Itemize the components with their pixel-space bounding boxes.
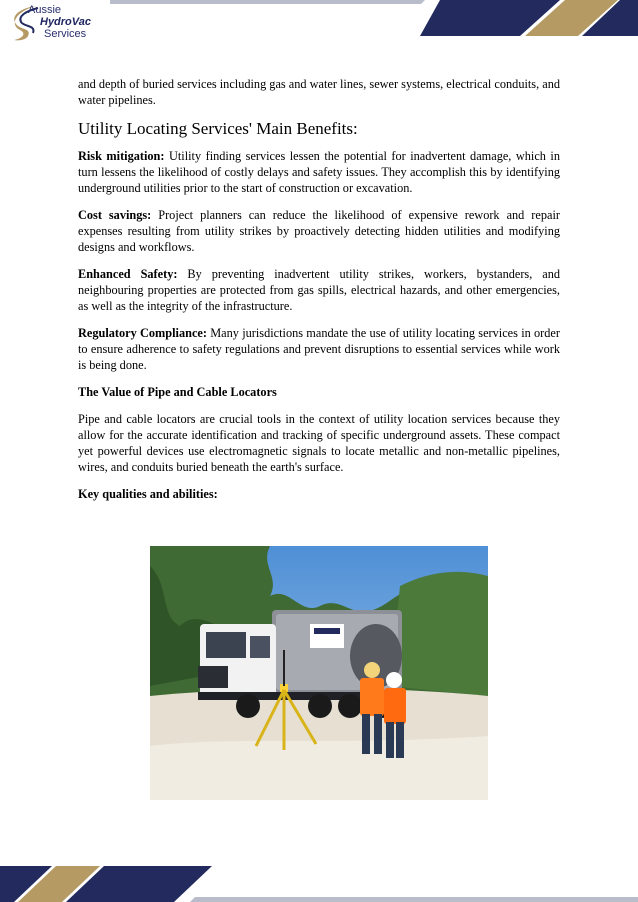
benefit-text: Utility finding services lessen the potential for inadvertent damage, which in turn lessens the likelihood of costly delays and safety issues. They accomplish this by identifying underground utilities prior to the start of construction or excavation. <box>78 149 561 195</box>
key-qualities-heading: Key qualities and abilities: <box>78 487 218 501</box>
intro-paragraph: and depth of buried services including gas and water lines, sewer systems, electrical conduits, and water pipelines. <box>78 77 560 107</box>
document-body <box>78 76 560 513</box>
benefit-label: Cost savings: <box>78 208 152 222</box>
logo-line-2: HydroVac <box>40 16 91 28</box>
benefit-label: Regulatory Compliance: <box>78 326 207 340</box>
benefit-risk <box>78 148 560 196</box>
logo-text <box>28 4 91 40</box>
truck-photo <box>150 546 488 800</box>
benefit-safety <box>78 266 560 314</box>
benefit-text: By preventing inadvertent utility strikes, workers, bystanders, and neighbouring properties are protected from gas spills, electrical hazards, and other emergencies, as well as the integrity of the infrastructure. <box>78 267 561 313</box>
benefit-cost <box>78 207 560 255</box>
pipe-paragraph: Pipe and cable locators are crucial tools in the context of utility location services because they allow for the accurate identification and tracking of specific underground assets. These compact yet powerful devices use electromagnetic signals to locate metallic and non-metallic pipelines, wires, and conduits buried beneath the earth's surface. <box>78 412 560 474</box>
benefit-label: Enhanced Safety: <box>78 267 178 281</box>
subheading: The Value of Pipe and Cable Locators <box>78 385 277 399</box>
company-logo <box>6 2 126 42</box>
benefit-text: Project planners can reduce the likelihood of expensive rework and repair expenses resulting from utility strikes by proactively detecting hidden utilities and modifying designs and workflows. <box>78 208 560 254</box>
section-title: Utility Locating Services' Main Benefits: <box>78 119 358 138</box>
benefit-label: Risk mitigation: <box>78 149 165 163</box>
logo-line-3: Services <box>44 28 87 40</box>
footer-band <box>0 866 638 902</box>
benefit-compliance <box>78 325 560 373</box>
benefit-text: Many jurisdictions mandate the use of utility locating services in order to ensure adherence to safety regulations and prevent disruptions to essential services while work is being done. <box>78 326 560 372</box>
logo-line-1: Aussie <box>28 4 62 16</box>
